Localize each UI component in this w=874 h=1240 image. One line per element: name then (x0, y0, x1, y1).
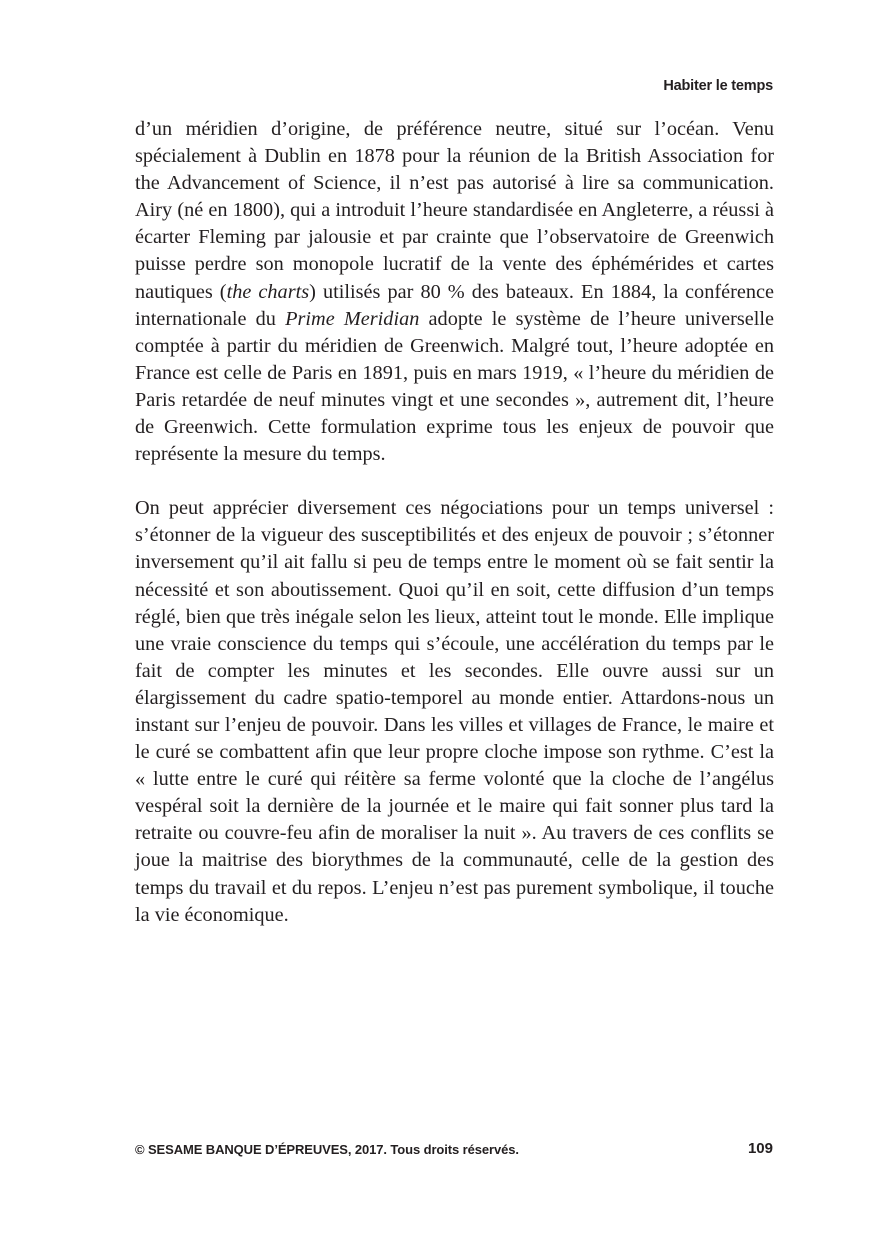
paragraph-1-text: d’un méridien d’origine, de préférence neutre, situé sur l’océan. Venu spécialement à Dublin en 1878 pour la réunion de la British Association for the Advancement of Science, il n’est pas autorisé à lire sa communication. Airy (né en 1800), qui a introduit l’heure standardisée en Angleterre, a réussi à écarter Fleming par jalousie et par crainte que l’observatoire de Greenwich puisse perdre son monopole lucratif de la vente des éphémérides et cartes nautiques ( (135, 118, 774, 303)
page-number: 109 (747, 1140, 773, 1157)
body-text (135, 116, 774, 929)
italic-term-the-charts: the charts (226, 280, 310, 303)
paragraph-1 (135, 116, 774, 468)
running-header-title: Habiter le temps (663, 78, 773, 94)
paragraph-1-text: ) utilisés par 80 % des bateaux. En 1884, la conférence internationale du (135, 280, 774, 330)
paragraph-1-text: adopte le système de l’heure universelle comptée à partir du méridien de Greenwich. Malgré tout, l’heure adoptée en France est celle de Paris en 1891, puis en mars 1919, « l’heure du méridien de Paris retardée de neuf minutes vingt et une secondes », autrement dit, l’heure de Greenwich. Cette formulation exprime tous les enjeux de pouvoir que représente la mesure du temps. (135, 307, 775, 466)
footer-copyright: © SESAME BANQUE D’ÉPREUVES, 2017. Tous droits réservés. (135, 1142, 519, 1157)
italic-term-prime-meridian: Prime Meridian (285, 307, 420, 330)
paragraph-2 (135, 495, 774, 929)
paragraph-2-text: On peut apprécier diversement ces négociations pour un temps universel : s’étonner de la vigueur des susceptibilités et des enjeux de pouvoir ; s’étonner inversement qu’il ait fallu si peu de temps entre le moment où se fait sentir la nécessité et son aboutissement. Quoi qu’il en soit, cette diffusion d’un temps réglé, bien que très inégale selon les lieux, atteint tout le monde. Elle implique une vraie conscience du temps qui s’écoule, une accélération du temps par le fait de compter les minutes et les secondes. Elle ouvre aussi sur un élargissement du cadre spatio-temporel au monde entier. Attardons-nous un instant sur l’enjeu de pouvoir. Dans les villes et villages de France, le maire et le curé se combattent afin que leur propre cloche impose son rythme. C’est la « lutte entre le curé qui réitère sa ferme volonté que la cloche de l’angélus vespéral soit la dernière de la journée et le maire qui fait sonner plus tard la retraite ou couvre-feu afin de moraliser la nuit ». Au travers de ces conflits se joue la maitrise des biorythmes de la communauté, celle de la gestion des temps du travail et du repos. L’enjeu n’est pas purement symbolique, il touche la vie économique. (135, 497, 774, 926)
